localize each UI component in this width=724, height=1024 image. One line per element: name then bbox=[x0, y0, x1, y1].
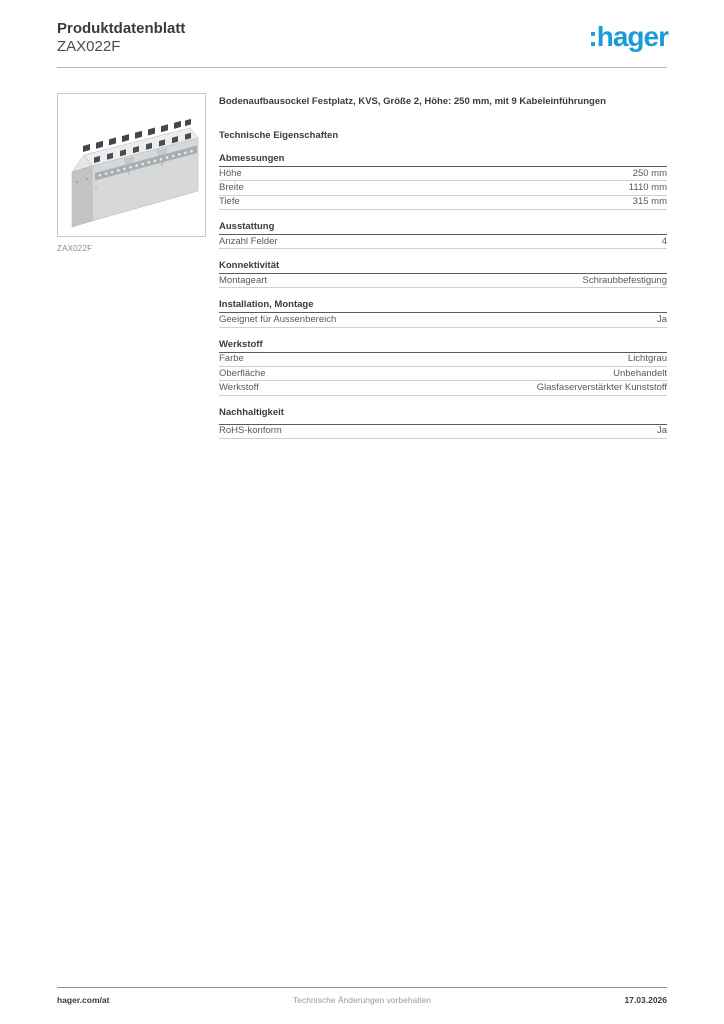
spec-row-label: Geeignet für Aussenbereich bbox=[219, 314, 337, 326]
spec-row bbox=[219, 196, 667, 210]
spec-row bbox=[219, 274, 667, 288]
document-title: Produktdatenblatt bbox=[57, 20, 186, 37]
spec-row-value: Unbehandelt bbox=[613, 367, 667, 379]
spec-row bbox=[219, 381, 667, 395]
spec-row-label: Anzahl Felder bbox=[219, 235, 278, 247]
footer-divider bbox=[57, 987, 667, 988]
spec-section-title: Installation, Montage bbox=[219, 299, 667, 313]
spec-row-value: Ja bbox=[656, 425, 667, 437]
spec-row bbox=[219, 181, 667, 195]
footer-notice: Technische Änderungen vorbehalten bbox=[293, 995, 431, 1005]
technical-properties-heading: Technische Eigenschaften bbox=[219, 130, 339, 141]
spec-row-label: Breite bbox=[219, 181, 244, 193]
spec-row bbox=[219, 367, 667, 381]
spec-row-label: Werkstoff bbox=[219, 382, 259, 394]
spec-row bbox=[219, 353, 667, 367]
spec-row-value: 315 mm bbox=[632, 196, 667, 208]
product-image-column bbox=[57, 93, 206, 439]
product-title: Bodenaufbausockel Festplatz, KVS, Größe 2, Höhe: 250 mm, mit 9 Kabeleinführungen bbox=[219, 96, 606, 107]
content-area bbox=[57, 93, 667, 439]
spec-section-title: Ausstattung bbox=[219, 221, 667, 235]
spec-row-label: Höhe bbox=[219, 167, 242, 179]
product-image-caption: ZAX022F bbox=[57, 244, 93, 253]
spec-section bbox=[219, 339, 667, 396]
spec-row-label: Montageart bbox=[219, 274, 268, 286]
spec-section-title: Werkstoff bbox=[219, 339, 667, 353]
footer-website-link[interactable]: hager.com/at bbox=[57, 995, 110, 1005]
product-image bbox=[58, 94, 205, 236]
product-details bbox=[219, 93, 667, 439]
spec-row-value: Lichtgrau bbox=[627, 353, 667, 365]
spec-row-label: Tiefe bbox=[219, 196, 240, 208]
product-image-frame bbox=[57, 93, 206, 237]
spec-section-title: Abmessungen bbox=[219, 153, 667, 167]
spec-section bbox=[219, 407, 667, 439]
spec-section bbox=[219, 153, 667, 210]
spec-section bbox=[219, 221, 667, 249]
spec-row-label: Farbe bbox=[219, 353, 244, 365]
spec-section bbox=[219, 299, 667, 327]
spec-row-label: RoHS-konform bbox=[219, 425, 282, 437]
spec-row bbox=[219, 425, 667, 439]
product-reference: ZAX022F bbox=[57, 38, 121, 55]
header-titles bbox=[57, 20, 185, 56]
spec-row-label: Oberfläche bbox=[219, 367, 266, 379]
spec-row-value: Schraubbefestigung bbox=[582, 274, 667, 286]
spec-row-value: 1110 mm bbox=[628, 181, 667, 193]
spec-section-title: Konnektivität bbox=[219, 260, 667, 274]
spec-row-value: 4 bbox=[661, 235, 667, 247]
spec-row-value: Glasfaserverstärkter Kunststoff bbox=[536, 382, 667, 394]
page-footer bbox=[57, 995, 667, 1006]
spec-row-value: 250 mm bbox=[632, 167, 667, 179]
spec-sections bbox=[219, 153, 667, 439]
hager-logo: :hager bbox=[588, 21, 668, 52]
spec-row bbox=[219, 235, 667, 249]
spec-section-title: Nachhaltigkeit bbox=[219, 407, 667, 425]
spec-row bbox=[219, 167, 667, 181]
footer-date: 17.03.2026 bbox=[624, 995, 667, 1005]
page-header bbox=[57, 20, 668, 56]
header-divider bbox=[57, 67, 667, 68]
spec-row-value: Ja bbox=[656, 314, 667, 326]
spec-section bbox=[219, 260, 667, 288]
spec-row bbox=[219, 313, 667, 327]
